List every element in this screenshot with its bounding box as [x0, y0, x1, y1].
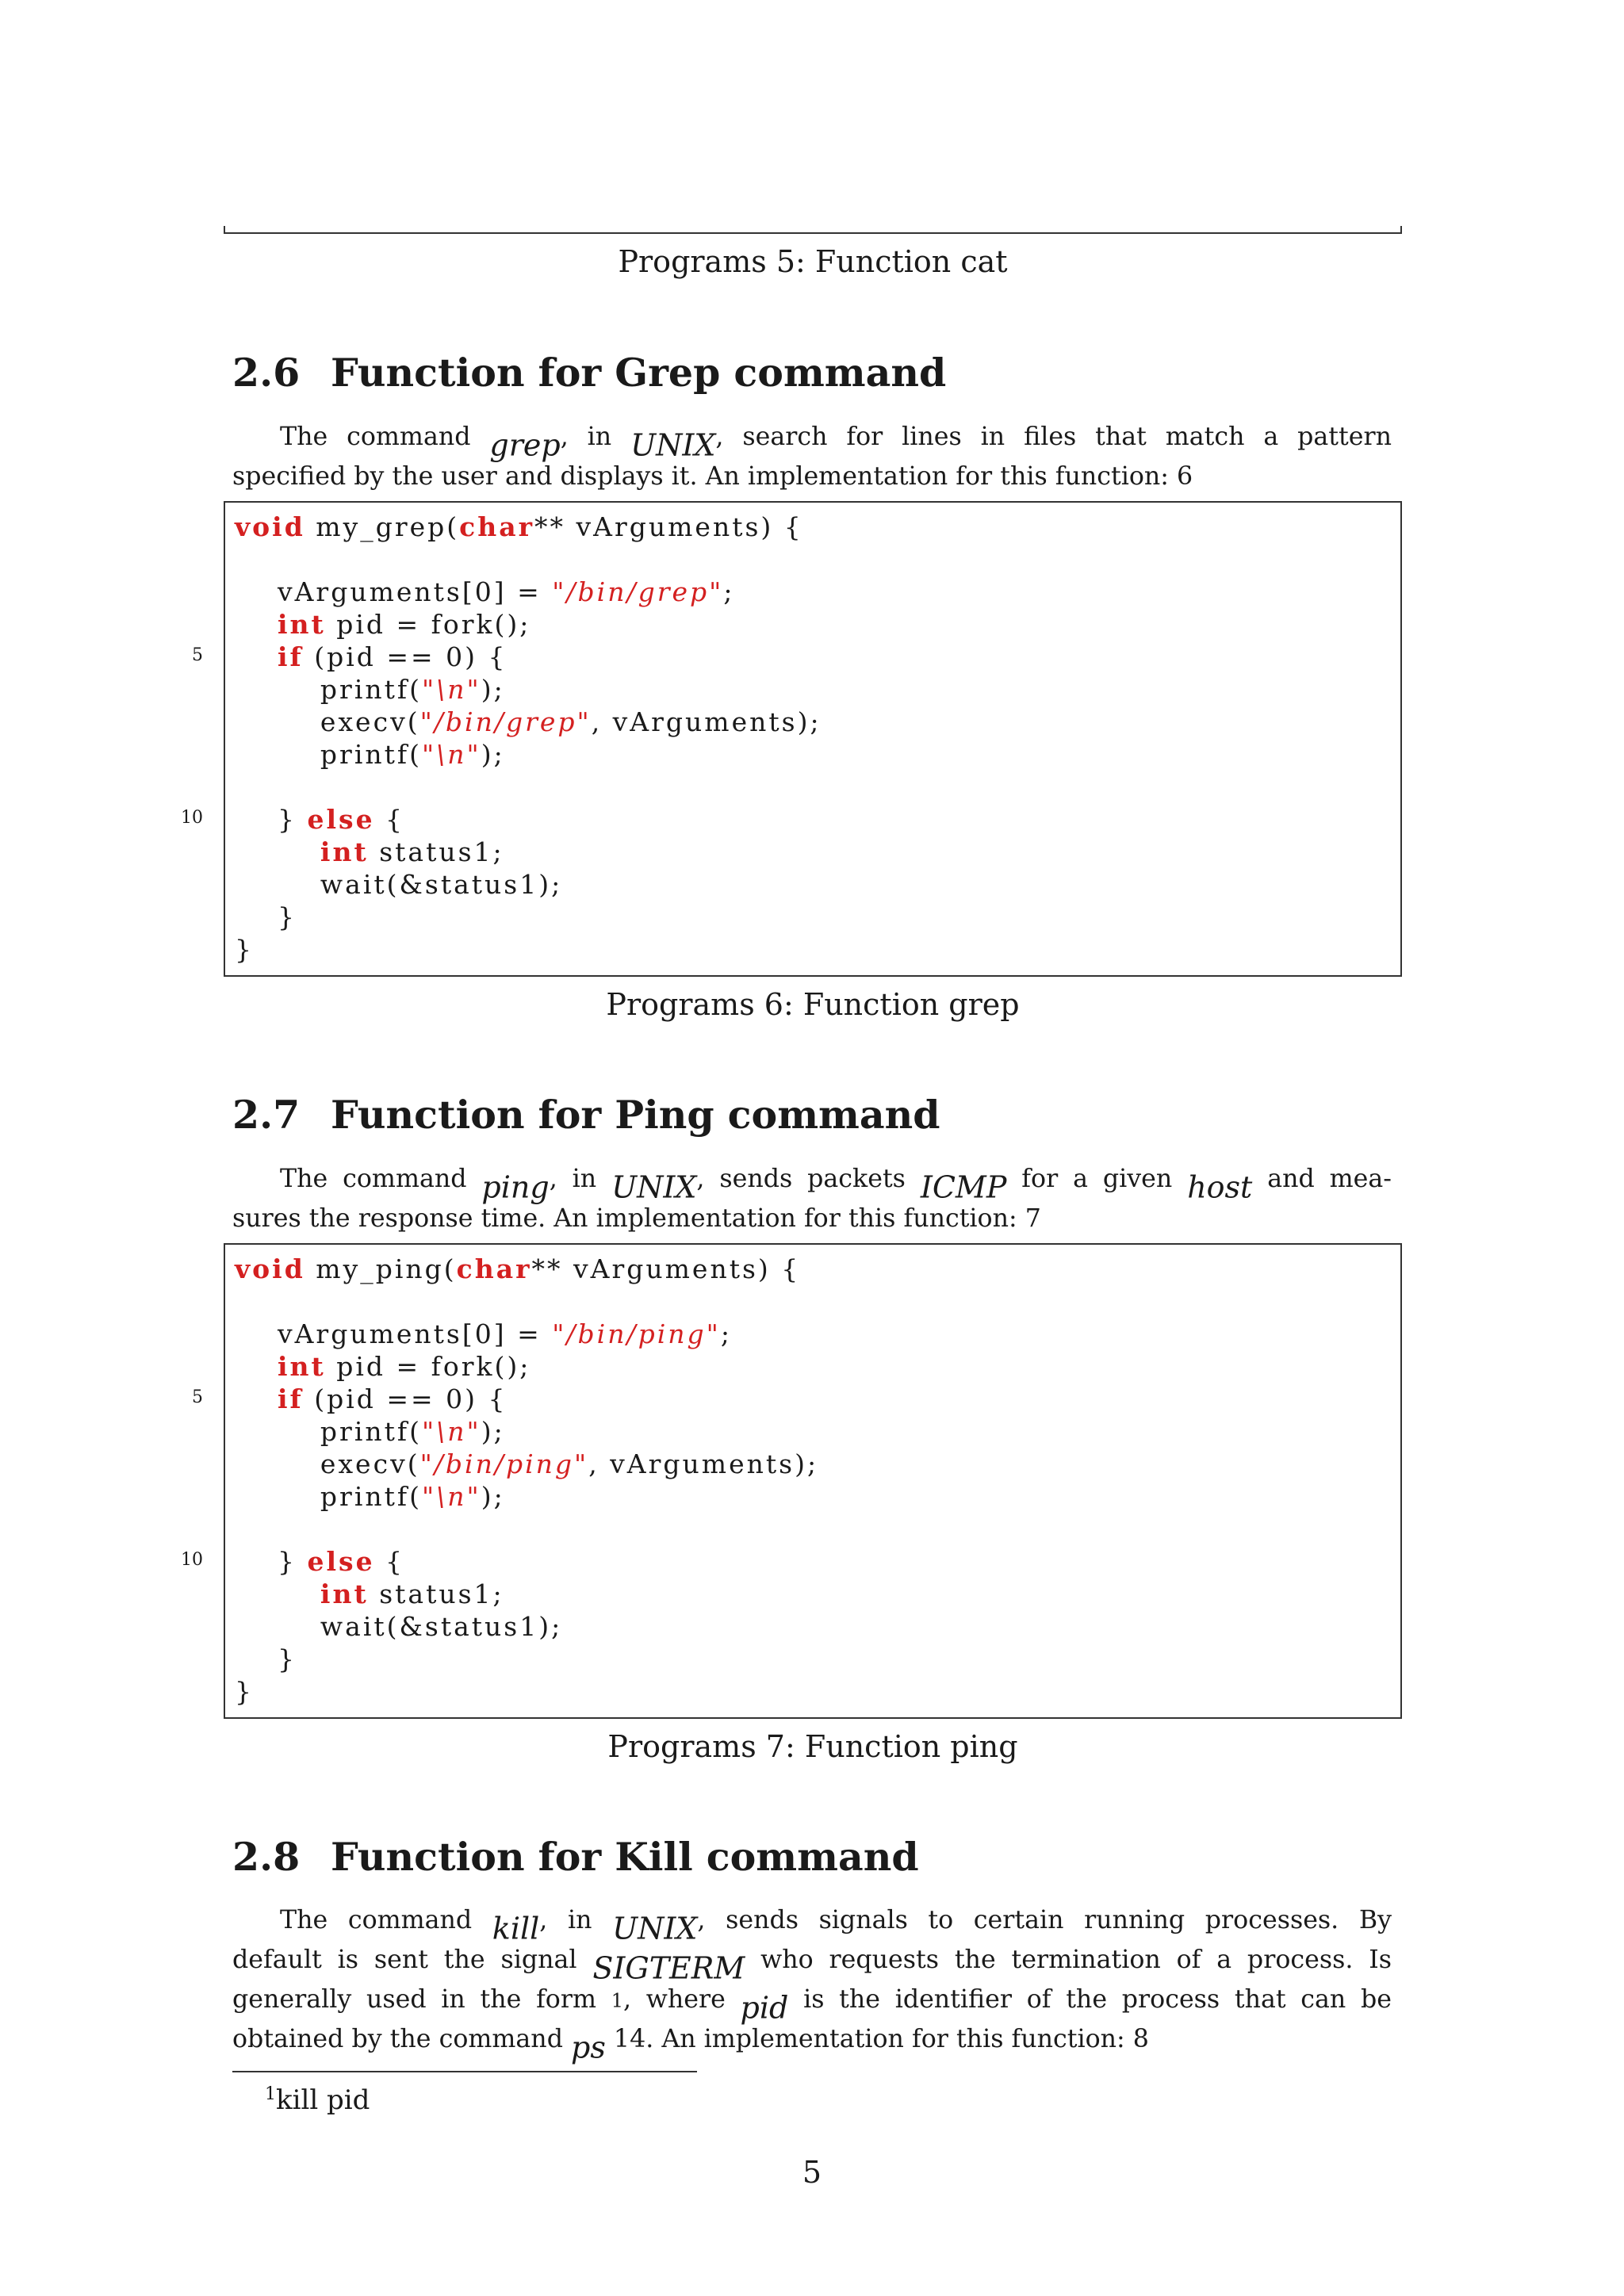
code-text: printf(: [235, 1481, 422, 1512]
code-string: "\n": [421, 1416, 481, 1447]
italic-term: UNIX: [611, 1169, 697, 1205]
code-line: [235, 738, 505, 771]
section-heading-grep: [232, 349, 946, 396]
code-string: "/bin/ping": [552, 1318, 721, 1349]
code-keyword: if: [277, 1383, 304, 1414]
code-keyword: else: [307, 1546, 375, 1577]
code-line: [235, 1578, 504, 1610]
footnote-ref: The command: [280, 423, 490, 451]
code-text: printf(: [235, 674, 422, 705]
paragraph-line: [232, 417, 1392, 463]
code-text: execv(: [235, 1448, 420, 1479]
code-text: ;: [720, 1318, 732, 1349]
code-text: status1;: [368, 1578, 504, 1609]
footnote-ref: is the identifier of the process that can be: [788, 1985, 1392, 2014]
code-line-number: 10: [181, 808, 203, 828]
italic-term: SIGTERM: [592, 1950, 745, 1986]
footnote-rule: [232, 2071, 697, 2072]
paragraph-ping: [232, 1159, 1392, 1238]
code-keyword: if: [277, 641, 304, 672]
code-line: [235, 706, 822, 738]
code-text: wait(&status1);: [235, 1611, 563, 1642]
footnote-ref: generally used in the form: [232, 1985, 611, 2014]
code-line: [235, 1545, 404, 1578]
code-text: printf(: [235, 1416, 422, 1447]
code-line: [235, 901, 297, 933]
code-keyword: char: [456, 1253, 532, 1284]
code-keyword: int: [277, 1351, 326, 1382]
code-line: [235, 1643, 297, 1675]
code-line: [235, 641, 508, 673]
page-number: 5: [802, 2155, 822, 2190]
previous-listing-frame: [224, 226, 1402, 234]
footnote-ref: obtained by the command: [232, 2025, 572, 2053]
code-text: (pid == 0) {: [303, 1383, 508, 1414]
code-text: , vArguments);: [591, 706, 822, 737]
code-text: }: [235, 1676, 254, 1707]
footnote-ref: 1: [611, 1989, 623, 2012]
footnote-mark: 1: [265, 2084, 276, 2104]
section-heading-kill: [232, 1833, 919, 1881]
code-line: [235, 933, 254, 966]
code-text: {: [374, 804, 405, 835]
code-text: status1;: [368, 836, 504, 867]
code-line: [235, 1350, 530, 1383]
code-text: execv(: [235, 706, 420, 737]
paragraph-line: [232, 457, 1392, 496]
footnote-ref: who requests the termination of a process. Is: [745, 1946, 1392, 1974]
footnote-ref: sures the response time. An implementation for this function: 7: [232, 1204, 1041, 1233]
code-string: "/bin/grep": [552, 576, 724, 607]
code-text: {: [374, 1546, 405, 1577]
code-text: ** vArguments) {: [534, 511, 803, 542]
code-keyword: int: [320, 836, 369, 867]
footnote-ref: , search for lines in files that match a pattern: [715, 423, 1392, 451]
footnote-ref: for a given: [1006, 1165, 1188, 1193]
code-text: }: [235, 1644, 297, 1674]
code-text: }: [235, 901, 297, 932]
footnote: [265, 2077, 370, 2118]
footnote-ref: , sends signals to certain running processes. By: [697, 1906, 1392, 1934]
footnote-ref: , in: [539, 1906, 613, 1934]
paragraph-line: [232, 1900, 1392, 1946]
footnote-text: kill pid: [276, 2084, 370, 2116]
code-text: my_ping(: [304, 1253, 457, 1284]
italic-term: ping: [481, 1169, 550, 1205]
code-string: "\n": [421, 674, 481, 705]
italic-term: host: [1187, 1169, 1253, 1205]
code-text: );: [481, 674, 505, 705]
code-text: }: [235, 804, 308, 835]
code-line: [235, 1383, 508, 1415]
footnote-ref: The command: [280, 1906, 492, 1934]
code-keyword: void: [235, 511, 305, 542]
code-text: }: [235, 934, 254, 965]
code-text: (pid == 0) {: [303, 641, 508, 672]
code-listing-ping: [224, 1243, 1402, 1719]
code-text: vArguments[0] =: [235, 576, 553, 607]
code-line-number: 5: [192, 1387, 203, 1407]
paragraph-line: [232, 2019, 1392, 2065]
code-text: pid = fork();: [325, 609, 531, 640]
section-title-text: Function for Kill command: [331, 1834, 919, 1880]
paragraph-kill: [232, 1900, 1392, 2065]
code-text: );: [481, 739, 505, 770]
code-line: [235, 1415, 505, 1448]
footnote-ref: default is sent the signal: [232, 1946, 593, 1974]
code-string: "/bin/grep": [419, 706, 592, 737]
code-line: [235, 1480, 505, 1513]
code-text: vArguments[0] =: [235, 1318, 553, 1349]
section-number: 2.6: [232, 350, 301, 396]
code-keyword: else: [307, 804, 375, 835]
footnote-ref: The command: [280, 1165, 482, 1193]
code-line: [235, 836, 504, 868]
code-line: [235, 1253, 800, 1285]
paragraph-line: [232, 1940, 1392, 1986]
code-text: printf(: [235, 739, 422, 770]
italic-term: UNIX: [630, 427, 716, 463]
code-line: [235, 1675, 254, 1708]
footnote-ref: 14. An implementation for this function: 8: [605, 2025, 1149, 2053]
italic-term: ICMP: [920, 1169, 1007, 1205]
code-line: [235, 608, 530, 641]
code-text: pid = fork();: [325, 1351, 531, 1382]
code-line: [235, 868, 562, 901]
code-line: [235, 1610, 562, 1643]
code-line: [235, 1318, 732, 1350]
section-number: 2.8: [232, 1834, 301, 1880]
code-string: "/bin/ping": [419, 1448, 589, 1479]
code-text: [235, 609, 278, 640]
footnote-ref: , sends packets: [696, 1165, 921, 1193]
italic-term: ps: [571, 2030, 606, 2065]
paragraph-line: [232, 1980, 1392, 2026]
italic-term: pid: [740, 1990, 789, 2026]
listing-caption-grep: Programs 6: Function grep: [606, 987, 1020, 1022]
code-text: [235, 641, 278, 672]
code-listing-grep: [224, 501, 1402, 977]
code-text: , vArguments);: [588, 1448, 819, 1479]
italic-term: grep: [489, 427, 561, 463]
footnote-ref: , in: [560, 423, 631, 451]
code-line: [235, 673, 505, 706]
code-text: }: [235, 1546, 308, 1577]
listing-caption-ping: Programs 7: Function ping: [607, 1729, 1018, 1764]
paragraph-line: [232, 1159, 1392, 1205]
code-line: [235, 1448, 818, 1480]
code-text: [235, 1578, 320, 1609]
code-line: [235, 803, 404, 836]
code-text: ** vArguments) {: [531, 1253, 801, 1284]
code-text: );: [481, 1416, 505, 1447]
code-line: [235, 576, 734, 608]
code-keyword: int: [277, 609, 326, 640]
code-keyword: int: [320, 1578, 369, 1609]
italic-term: UNIX: [612, 1911, 698, 1946]
listing-caption-cat: Programs 5: Function cat: [618, 244, 1008, 279]
code-string: "\n": [421, 1481, 481, 1512]
code-line-number: 10: [181, 1550, 203, 1570]
section-heading-ping: [232, 1091, 940, 1138]
section-number: 2.7: [232, 1092, 301, 1138]
code-text: my_grep(: [304, 511, 460, 542]
code-text: ;: [723, 576, 735, 607]
code-text: [235, 836, 320, 867]
italic-term: kill: [492, 1911, 540, 1946]
footnote-ref: specified by the user and displays it. An implementation for this function: 6: [232, 462, 1193, 491]
code-keyword: char: [459, 511, 535, 542]
code-text: [235, 1383, 278, 1414]
paragraph-grep: [232, 417, 1392, 496]
section-title-text: Function for Ping command: [331, 1092, 940, 1138]
code-keyword: void: [235, 1253, 305, 1284]
section-title-text: Function for Grep command: [331, 350, 947, 396]
footnote-ref: , in: [549, 1165, 612, 1193]
footnote-ref: and mea-: [1252, 1165, 1392, 1193]
code-line: [235, 511, 803, 543]
code-text: );: [481, 1481, 505, 1512]
code-text: [235, 1351, 278, 1382]
code-line-number: 5: [192, 645, 203, 665]
footnote-ref: , where: [622, 1985, 741, 2014]
code-text: wait(&status1);: [235, 869, 563, 900]
code-string: "\n": [421, 739, 481, 770]
